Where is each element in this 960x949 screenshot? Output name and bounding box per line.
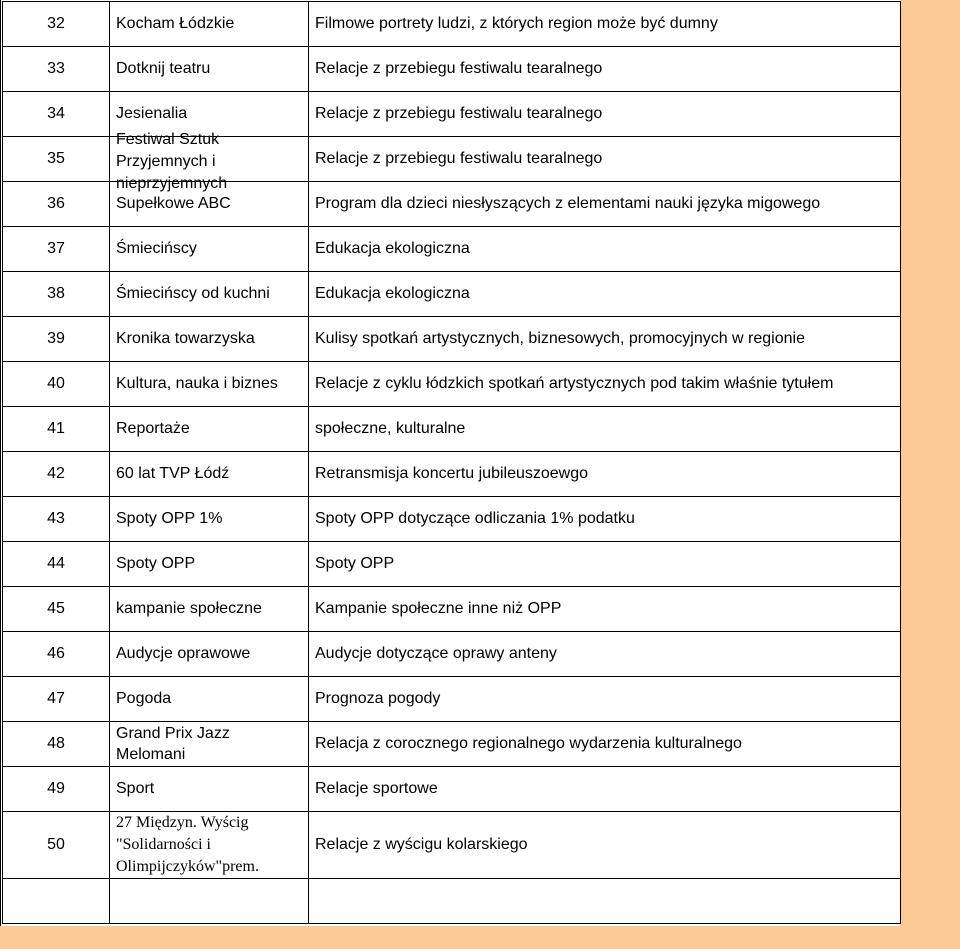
row-number: 40: [3, 362, 110, 407]
table-row: [3, 879, 901, 924]
table-row: [3, 317, 901, 362]
table-row: [3, 407, 901, 452]
program-description: Kampanie społeczne inne niż OPP: [309, 587, 901, 632]
table-row: [3, 452, 901, 497]
page-shadow-bottom: [0, 926, 960, 949]
program-name: Dotknij teatru: [110, 47, 309, 92]
program-description: Program dla dzieci niesłyszących z elementami nauki języka migowego: [309, 182, 901, 227]
row-number: 46: [3, 632, 110, 677]
row-number: 35: [3, 137, 110, 182]
program-name: Kronika towarzyska: [110, 317, 309, 362]
program-name: Spoty OPP 1%: [110, 497, 309, 542]
program-name: Grand Prix Jazz Melomani: [110, 722, 309, 767]
program-name: Spoty OPP: [110, 542, 309, 587]
table-row: [3, 362, 901, 407]
program-description: Relacje z przebiegu festiwalu tearalnego: [309, 47, 901, 92]
program-description: Audycje dotyczące oprawy anteny: [309, 632, 901, 677]
program-description: Edukacja ekologiczna: [309, 272, 901, 317]
program-description: Retransmisja koncertu jubileuszoewgo: [309, 452, 901, 497]
program-name: Reportaże: [110, 407, 309, 452]
row-number: 37: [3, 227, 110, 272]
program-name: Sport: [110, 767, 309, 812]
row-number: 49: [3, 767, 110, 812]
program-description: Filmowe portrety ludzi, z których region może być dumny: [309, 2, 901, 47]
table-row: [3, 587, 901, 632]
page-shadow-right: [900, 0, 960, 949]
program-description: Relacje sportowe: [309, 767, 901, 812]
program-name: Festiwal Sztuk Przyjemnych i nieprzyjemnych: [116, 131, 228, 192]
row-number: 45: [3, 587, 110, 632]
row-number: 33: [3, 47, 110, 92]
table-row: [3, 677, 901, 722]
program-description: Prognoza pogody: [309, 677, 901, 722]
program-name: Śmiecińscy od kuchni: [110, 272, 309, 317]
table-row: [3, 227, 901, 272]
table-row: [3, 767, 901, 812]
program-name: kampanie społeczne: [110, 587, 309, 632]
program-description: Relacje z wyścigu kolarskiego: [309, 812, 901, 879]
program-description: [309, 879, 901, 924]
program-table: [2, 1, 901, 924]
program-description: Spoty OPP dotyczące odliczania 1% podatku: [309, 497, 901, 542]
program-name: Pogoda: [110, 677, 309, 722]
program-name: Audycje oprawowe: [110, 632, 309, 677]
row-number: 47: [3, 677, 110, 722]
row-number: 48: [3, 722, 110, 767]
program-name: 60 lat TVP Łódź: [110, 452, 309, 497]
row-number: 44: [3, 542, 110, 587]
table-row: [3, 272, 901, 317]
table-row: [3, 722, 901, 767]
program-description: społeczne, kulturalne: [309, 407, 901, 452]
table-row: [3, 2, 901, 47]
table-row: [3, 632, 901, 677]
program-name: Śmiecińscy: [110, 227, 309, 272]
row-number: 38: [3, 272, 110, 317]
program-description: Relacje z cyklu łódzkich spotkań artystycznych pod takim właśnie tytułem: [309, 362, 901, 407]
program-name: Supełkowe ABC: [110, 182, 309, 227]
row-number: 42: [3, 452, 110, 497]
clipped-name-wrapper: [116, 131, 302, 192]
program-description: Edukacja ekologiczna: [309, 227, 901, 272]
program-name: 27 Międzyn. Wyścig "Solidarności i Olimpijczyków"prem.: [110, 812, 309, 879]
program-description: Relacje z przebiegu festiwalu tearalnego: [309, 92, 901, 137]
table-row: [3, 812, 901, 879]
row-number: 36: [3, 182, 110, 227]
row-number: 34: [3, 92, 110, 137]
program-description: Spoty OPP: [309, 542, 901, 587]
program-name: Kocham Łódzkie: [110, 2, 309, 47]
program-description: Relacja z corocznego regionalnego wydarzenia kulturalnego: [309, 722, 901, 767]
table-row: [3, 47, 901, 92]
row-number: 32: [3, 2, 110, 47]
row-number: 50: [3, 812, 110, 879]
table-row: [3, 497, 901, 542]
program-description: Kulisy spotkań artystycznych, biznesowych, promocyjnych w regionie: [309, 317, 901, 362]
table-row: [3, 137, 901, 182]
program-name: [110, 879, 309, 924]
table-row: [3, 542, 901, 587]
program-name-cell: [110, 131, 309, 192]
page-edge-left: [0, 0, 1, 926]
row-number: 39: [3, 317, 110, 362]
program-description: Relacje z przebiegu festiwalu tearalnego: [309, 137, 901, 182]
row-number: 41: [3, 407, 110, 452]
program-name: Kultura, nauka i biznes: [110, 362, 309, 407]
row-number: 43: [3, 497, 110, 542]
row-number: [3, 879, 110, 924]
program-name: Jesienalia: [110, 92, 309, 137]
